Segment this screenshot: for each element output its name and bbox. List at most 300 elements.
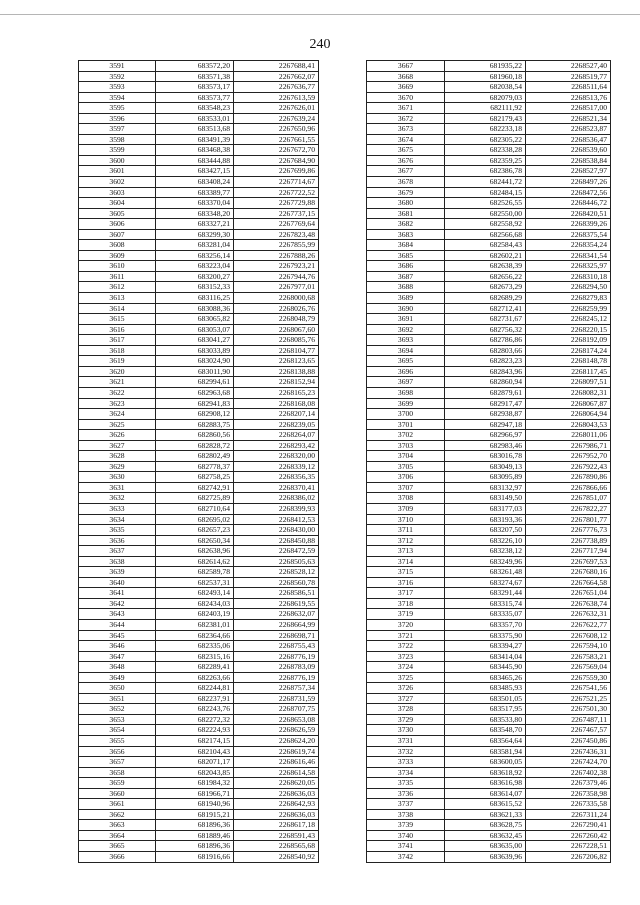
point-number-cell: 3673 <box>367 124 445 135</box>
point-number-cell: 3734 <box>367 767 445 778</box>
table-row <box>367 82 611 93</box>
table-row <box>79 282 319 293</box>
point-number-cell: 3643 <box>79 609 156 620</box>
y-coordinate-cell: 2268624,20 <box>234 736 319 747</box>
y-coordinate-cell: 2267680,16 <box>526 567 611 578</box>
table-row <box>79 177 319 188</box>
y-coordinate-cell: 2268339,12 <box>234 461 319 472</box>
x-coordinate-cell: 683177,03 <box>445 503 526 514</box>
point-number-cell: 3614 <box>79 303 156 314</box>
x-coordinate-cell: 681940,96 <box>156 799 234 810</box>
point-number-cell: 3733 <box>367 757 445 768</box>
point-number-cell: 3717 <box>367 588 445 599</box>
table-row <box>79 419 319 430</box>
x-coordinate-cell: 683572,20 <box>156 61 234 72</box>
x-coordinate-cell: 682104,43 <box>156 746 234 757</box>
x-coordinate-cell: 683628,75 <box>445 820 526 831</box>
point-number-cell: 3664 <box>79 830 156 841</box>
point-number-cell: 3658 <box>79 767 156 778</box>
y-coordinate-cell: 2268168,08 <box>234 398 319 409</box>
y-coordinate-cell: 2267888,26 <box>234 250 319 261</box>
table-row <box>367 198 611 209</box>
point-number-cell: 3735 <box>367 778 445 789</box>
x-coordinate-cell: 682584,43 <box>445 240 526 251</box>
point-number-cell: 3736 <box>367 788 445 799</box>
x-coordinate-cell: 682602,21 <box>445 250 526 261</box>
table-row <box>367 409 611 420</box>
table-row <box>367 250 611 261</box>
table-row <box>367 219 611 230</box>
table-row <box>367 398 611 409</box>
point-number-cell: 3623 <box>79 398 156 409</box>
table-row <box>79 609 319 620</box>
y-coordinate-cell: 2268617,18 <box>234 820 319 831</box>
y-coordinate-cell: 2268207,14 <box>234 409 319 420</box>
x-coordinate-cell: 683016,78 <box>445 451 526 462</box>
y-coordinate-cell: 2267622,77 <box>526 619 611 630</box>
x-coordinate-cell: 681960,18 <box>445 71 526 82</box>
x-coordinate-cell: 683513,68 <box>156 124 234 135</box>
y-coordinate-cell: 2267661,55 <box>234 134 319 145</box>
y-coordinate-cell: 2267608,12 <box>526 630 611 641</box>
top-rule <box>0 14 640 15</box>
point-number-cell: 3653 <box>79 714 156 725</box>
point-number-cell: 3611 <box>79 271 156 282</box>
point-number-cell: 3603 <box>79 187 156 198</box>
point-number-cell: 3740 <box>367 830 445 841</box>
x-coordinate-cell: 683616,98 <box>445 778 526 789</box>
x-coordinate-cell: 682786,86 <box>445 335 526 346</box>
y-coordinate-cell: 2268043,53 <box>526 419 611 430</box>
point-number-cell: 3609 <box>79 250 156 261</box>
point-number-cell: 3677 <box>367 166 445 177</box>
y-coordinate-cell: 2267801,77 <box>526 514 611 525</box>
point-number-cell: 3630 <box>79 472 156 483</box>
y-coordinate-cell: 2268538,84 <box>526 155 611 166</box>
point-number-cell: 3634 <box>79 514 156 525</box>
y-coordinate-cell: 2268776,19 <box>234 651 319 662</box>
table-row <box>367 324 611 335</box>
point-number-cell: 3698 <box>367 387 445 398</box>
y-coordinate-cell: 2267436,31 <box>526 746 611 757</box>
y-coordinate-cell: 2268399,93 <box>234 503 319 514</box>
y-coordinate-cell: 2268082,31 <box>526 387 611 398</box>
x-coordinate-cell: 682079,03 <box>445 92 526 103</box>
point-number-cell: 3651 <box>79 693 156 704</box>
point-number-cell: 3672 <box>367 113 445 124</box>
point-number-cell: 3722 <box>367 641 445 652</box>
x-coordinate-cell: 682244,81 <box>156 683 234 694</box>
x-coordinate-cell: 682843,96 <box>445 366 526 377</box>
y-coordinate-cell: 2267672,70 <box>234 145 319 156</box>
point-number-cell: 3642 <box>79 598 156 609</box>
point-number-cell: 3715 <box>367 567 445 578</box>
x-coordinate-cell: 682364,66 <box>156 630 234 641</box>
y-coordinate-cell: 2267944,76 <box>234 271 319 282</box>
table-row <box>367 314 611 325</box>
point-number-cell: 3724 <box>367 662 445 673</box>
table-row <box>79 451 319 462</box>
y-coordinate-cell: 2267722,52 <box>234 187 319 198</box>
x-coordinate-cell: 682673,29 <box>445 282 526 293</box>
y-coordinate-cell: 2267729,88 <box>234 198 319 209</box>
table-row <box>79 630 319 641</box>
point-number-cell: 3737 <box>367 799 445 810</box>
x-coordinate-cell: 683011,90 <box>156 366 234 377</box>
y-coordinate-cell: 2267639,24 <box>234 113 319 124</box>
table-row <box>79 71 319 82</box>
table-row <box>367 693 611 704</box>
table-row <box>79 820 319 831</box>
point-number-cell: 3645 <box>79 630 156 641</box>
y-coordinate-cell: 2267697,53 <box>526 556 611 567</box>
y-coordinate-cell: 2268511,64 <box>526 82 611 93</box>
x-coordinate-cell: 683335,07 <box>445 609 526 620</box>
x-coordinate-cell: 682778,37 <box>156 461 234 472</box>
x-coordinate-cell: 683408,24 <box>156 177 234 188</box>
x-coordinate-cell: 683149,50 <box>445 493 526 504</box>
x-coordinate-cell: 682224,93 <box>156 725 234 736</box>
table-row <box>79 535 319 546</box>
point-number-cell: 3627 <box>79 440 156 451</box>
x-coordinate-cell: 683615,52 <box>445 799 526 810</box>
point-number-cell: 3610 <box>79 261 156 272</box>
point-number-cell: 3628 <box>79 451 156 462</box>
x-coordinate-cell: 683053,07 <box>156 324 234 335</box>
x-coordinate-cell: 683501,05 <box>445 693 526 704</box>
table-row <box>79 314 319 325</box>
y-coordinate-cell: 2268757,34 <box>234 683 319 694</box>
point-number-cell: 3605 <box>79 208 156 219</box>
y-coordinate-cell: 2267738,89 <box>526 535 611 546</box>
y-coordinate-cell: 2267977,01 <box>234 282 319 293</box>
point-number-cell: 3710 <box>367 514 445 525</box>
x-coordinate-cell: 682695,02 <box>156 514 234 525</box>
table-row <box>367 356 611 367</box>
point-number-cell: 3657 <box>79 757 156 768</box>
table-row <box>367 503 611 514</box>
point-number-cell: 3644 <box>79 619 156 630</box>
x-coordinate-cell: 682237,91 <box>156 693 234 704</box>
table-row <box>367 704 611 715</box>
y-coordinate-cell: 2268279,83 <box>526 293 611 304</box>
y-coordinate-cell: 2268011,06 <box>526 430 611 441</box>
y-coordinate-cell: 2267228,51 <box>526 841 611 852</box>
point-number-cell: 3617 <box>79 335 156 346</box>
point-number-cell: 3687 <box>367 271 445 282</box>
table-row <box>367 662 611 673</box>
table-row <box>367 293 611 304</box>
y-coordinate-cell: 2268123,65 <box>234 356 319 367</box>
y-coordinate-cell: 2267541,56 <box>526 683 611 694</box>
x-coordinate-cell: 681915,21 <box>156 809 234 820</box>
point-number-cell: 3718 <box>367 598 445 609</box>
point-number-cell: 3683 <box>367 229 445 240</box>
table-row <box>79 767 319 778</box>
table-row <box>367 103 611 114</box>
table-row <box>79 693 319 704</box>
point-number-cell: 3612 <box>79 282 156 293</box>
table-row <box>367 451 611 462</box>
y-coordinate-cell: 2268399,26 <box>526 219 611 230</box>
y-coordinate-cell: 2267501,30 <box>526 704 611 715</box>
table-row <box>79 92 319 103</box>
y-coordinate-cell: 2267206,82 <box>526 852 611 863</box>
table-row <box>79 335 319 346</box>
x-coordinate-cell: 683256,14 <box>156 250 234 261</box>
y-coordinate-cell: 2268505,63 <box>234 556 319 567</box>
y-coordinate-cell: 2268450,88 <box>234 535 319 546</box>
table-row <box>367 419 611 430</box>
x-coordinate-cell: 682938,87 <box>445 409 526 420</box>
table-row <box>367 725 611 736</box>
table-row <box>367 113 611 124</box>
table-row <box>367 778 611 789</box>
point-number-cell: 3613 <box>79 293 156 304</box>
y-coordinate-cell: 2268165,23 <box>234 387 319 398</box>
x-coordinate-cell: 683238,12 <box>445 546 526 557</box>
y-coordinate-cell: 2267923,21 <box>234 261 319 272</box>
y-coordinate-cell: 2267823,48 <box>234 229 319 240</box>
point-number-cell: 3709 <box>367 503 445 514</box>
x-coordinate-cell: 683095,89 <box>445 472 526 483</box>
point-number-cell: 3626 <box>79 430 156 441</box>
y-coordinate-cell: 2267737,15 <box>234 208 319 219</box>
y-coordinate-cell: 2267684,90 <box>234 155 319 166</box>
table-row <box>79 229 319 240</box>
y-coordinate-cell: 2268420,51 <box>526 208 611 219</box>
point-number-cell: 3719 <box>367 609 445 620</box>
x-coordinate-cell: 683357,70 <box>445 619 526 630</box>
table-row <box>367 482 611 493</box>
y-coordinate-cell: 2268356,35 <box>234 472 319 483</box>
table-row <box>79 61 319 72</box>
point-number-cell: 3619 <box>79 356 156 367</box>
y-coordinate-cell: 2268614,58 <box>234 767 319 778</box>
table-row <box>79 503 319 514</box>
y-coordinate-cell: 2267450,86 <box>526 736 611 747</box>
table-row <box>79 746 319 757</box>
y-coordinate-cell: 2267626,01 <box>234 103 319 114</box>
x-coordinate-cell: 683564,64 <box>445 736 526 747</box>
y-coordinate-cell: 2268325,97 <box>526 261 611 272</box>
point-number-cell: 3665 <box>79 841 156 852</box>
point-number-cell: 3685 <box>367 250 445 261</box>
point-number-cell: 3739 <box>367 820 445 831</box>
x-coordinate-cell: 683132,97 <box>445 482 526 493</box>
table-row <box>79 651 319 662</box>
y-coordinate-cell: 2268192,09 <box>526 335 611 346</box>
table-row <box>79 830 319 841</box>
y-coordinate-cell: 2267290,41 <box>526 820 611 831</box>
y-coordinate-cell: 2267424,70 <box>526 757 611 768</box>
point-number-cell: 3660 <box>79 788 156 799</box>
table-row <box>367 92 611 103</box>
y-coordinate-cell: 2267717,94 <box>526 546 611 557</box>
table-row <box>79 271 319 282</box>
table-row <box>367 736 611 747</box>
y-coordinate-cell: 2268264,07 <box>234 430 319 441</box>
y-coordinate-cell: 2268341,54 <box>526 250 611 261</box>
point-number-cell: 3711 <box>367 525 445 536</box>
x-coordinate-cell: 682656,22 <box>445 271 526 282</box>
y-coordinate-cell: 2267650,96 <box>234 124 319 135</box>
table-row <box>367 577 611 588</box>
point-number-cell: 3620 <box>79 366 156 377</box>
y-coordinate-cell: 2268097,51 <box>526 377 611 388</box>
y-coordinate-cell: 2268026,76 <box>234 303 319 314</box>
x-coordinate-cell: 682403,19 <box>156 609 234 620</box>
x-coordinate-cell: 682908,12 <box>156 409 234 420</box>
y-coordinate-cell: 2267638,74 <box>526 598 611 609</box>
x-coordinate-cell: 682386,78 <box>445 166 526 177</box>
table-row <box>367 155 611 166</box>
x-coordinate-cell: 682335,06 <box>156 641 234 652</box>
x-coordinate-cell: 683533,01 <box>156 113 234 124</box>
x-coordinate-cell: 682638,96 <box>156 546 234 557</box>
x-coordinate-cell: 683299,30 <box>156 229 234 240</box>
point-number-cell: 3636 <box>79 535 156 546</box>
x-coordinate-cell: 682963,68 <box>156 387 234 398</box>
x-coordinate-cell: 682305,22 <box>445 134 526 145</box>
point-number-cell: 3675 <box>367 145 445 156</box>
y-coordinate-cell: 2268527,97 <box>526 166 611 177</box>
point-number-cell: 3684 <box>367 240 445 251</box>
page-number: 240 <box>309 37 331 52</box>
y-coordinate-cell: 2268259,99 <box>526 303 611 314</box>
y-coordinate-cell: 2268446,72 <box>526 198 611 209</box>
x-coordinate-cell: 683618,92 <box>445 767 526 778</box>
y-coordinate-cell: 2268138,88 <box>234 366 319 377</box>
x-coordinate-cell: 682947,18 <box>445 419 526 430</box>
table-row <box>79 567 319 578</box>
x-coordinate-cell: 682689,29 <box>445 293 526 304</box>
x-coordinate-cell: 681966,71 <box>156 788 234 799</box>
y-coordinate-cell: 2268707,75 <box>234 704 319 715</box>
y-coordinate-cell: 2267651,04 <box>526 588 611 599</box>
table-row <box>367 335 611 346</box>
table-row <box>79 588 319 599</box>
table-row <box>79 155 319 166</box>
point-number-cell: 3616 <box>79 324 156 335</box>
point-number-cell: 3704 <box>367 451 445 462</box>
table-row <box>367 757 611 768</box>
table-row <box>79 208 319 219</box>
point-number-cell: 3714 <box>367 556 445 567</box>
y-coordinate-cell: 2268064,94 <box>526 409 611 420</box>
x-coordinate-cell: 682434,03 <box>156 598 234 609</box>
table-row <box>79 103 319 114</box>
point-number-cell: 3637 <box>79 546 156 557</box>
y-coordinate-cell: 2268636,03 <box>234 788 319 799</box>
x-coordinate-cell: 682233,18 <box>445 124 526 135</box>
y-coordinate-cell: 2268067,87 <box>526 398 611 409</box>
point-number-cell: 3601 <box>79 166 156 177</box>
x-coordinate-cell: 683226,10 <box>445 535 526 546</box>
y-coordinate-cell: 2268755,43 <box>234 641 319 652</box>
y-coordinate-cell: 2267594,10 <box>526 641 611 652</box>
table-row <box>79 514 319 525</box>
y-coordinate-cell: 2267335,58 <box>526 799 611 810</box>
point-number-cell: 3731 <box>367 736 445 747</box>
table-row <box>367 229 611 240</box>
x-coordinate-cell: 683375,90 <box>445 630 526 641</box>
table-row <box>79 619 319 630</box>
point-number-cell: 3618 <box>79 345 156 356</box>
point-number-cell: 3606 <box>79 219 156 230</box>
table-row <box>79 799 319 810</box>
y-coordinate-cell: 2267402,38 <box>526 767 611 778</box>
y-coordinate-cell: 2268245,12 <box>526 314 611 325</box>
table-row <box>79 598 319 609</box>
point-number-cell: 3694 <box>367 345 445 356</box>
x-coordinate-cell: 683635,00 <box>445 841 526 852</box>
x-coordinate-cell: 682657,23 <box>156 525 234 536</box>
point-number-cell: 3696 <box>367 366 445 377</box>
x-coordinate-cell: 683348,20 <box>156 208 234 219</box>
point-number-cell: 3631 <box>79 482 156 493</box>
x-coordinate-cell: 683573,77 <box>156 92 234 103</box>
y-coordinate-cell: 2267521,25 <box>526 693 611 704</box>
x-coordinate-cell: 682802,49 <box>156 451 234 462</box>
point-number-cell: 3688 <box>367 282 445 293</box>
point-number-cell: 3690 <box>367 303 445 314</box>
y-coordinate-cell: 2267922,43 <box>526 461 611 472</box>
y-coordinate-cell: 2268731,59 <box>234 693 319 704</box>
y-coordinate-cell: 2268783,09 <box>234 662 319 673</box>
x-coordinate-cell: 683049,13 <box>445 461 526 472</box>
x-coordinate-cell: 683571,38 <box>156 71 234 82</box>
x-coordinate-cell: 682174,15 <box>156 736 234 747</box>
table-row <box>367 841 611 852</box>
y-coordinate-cell: 2267260,42 <box>526 830 611 841</box>
point-number-cell: 3702 <box>367 430 445 441</box>
point-number-cell: 3695 <box>367 356 445 367</box>
point-number-cell: 3591 <box>79 61 156 72</box>
x-coordinate-cell: 683088,36 <box>156 303 234 314</box>
point-number-cell: 3662 <box>79 809 156 820</box>
x-coordinate-cell: 682526,55 <box>445 198 526 209</box>
y-coordinate-cell: 2268497,26 <box>526 177 611 188</box>
y-coordinate-cell: 2267851,07 <box>526 493 611 504</box>
x-coordinate-cell: 682710,64 <box>156 503 234 514</box>
table-row <box>367 630 611 641</box>
x-coordinate-cell: 683065,82 <box>156 314 234 325</box>
point-number-cell: 3705 <box>367 461 445 472</box>
x-coordinate-cell: 682803,66 <box>445 345 526 356</box>
table-row <box>79 493 319 504</box>
point-number-cell: 3692 <box>367 324 445 335</box>
point-number-cell: 3592 <box>79 71 156 82</box>
x-coordinate-cell: 682860,94 <box>445 377 526 388</box>
point-number-cell: 3607 <box>79 229 156 240</box>
x-coordinate-cell: 682589,78 <box>156 567 234 578</box>
x-coordinate-cell: 681916,66 <box>156 852 234 863</box>
y-coordinate-cell: 2268472,59 <box>234 546 319 557</box>
table-row <box>367 672 611 683</box>
x-coordinate-cell: 682725,89 <box>156 493 234 504</box>
y-coordinate-cell: 2268386,02 <box>234 493 319 504</box>
x-coordinate-cell: 683573,17 <box>156 82 234 93</box>
x-coordinate-cell: 683394,27 <box>445 641 526 652</box>
point-number-cell: 3730 <box>367 725 445 736</box>
table-row <box>367 271 611 282</box>
x-coordinate-cell: 681896,36 <box>156 820 234 831</box>
y-coordinate-cell: 2268152,94 <box>234 377 319 388</box>
point-number-cell: 3700 <box>367 409 445 420</box>
x-coordinate-cell: 682879,61 <box>445 387 526 398</box>
x-coordinate-cell: 682493,14 <box>156 588 234 599</box>
